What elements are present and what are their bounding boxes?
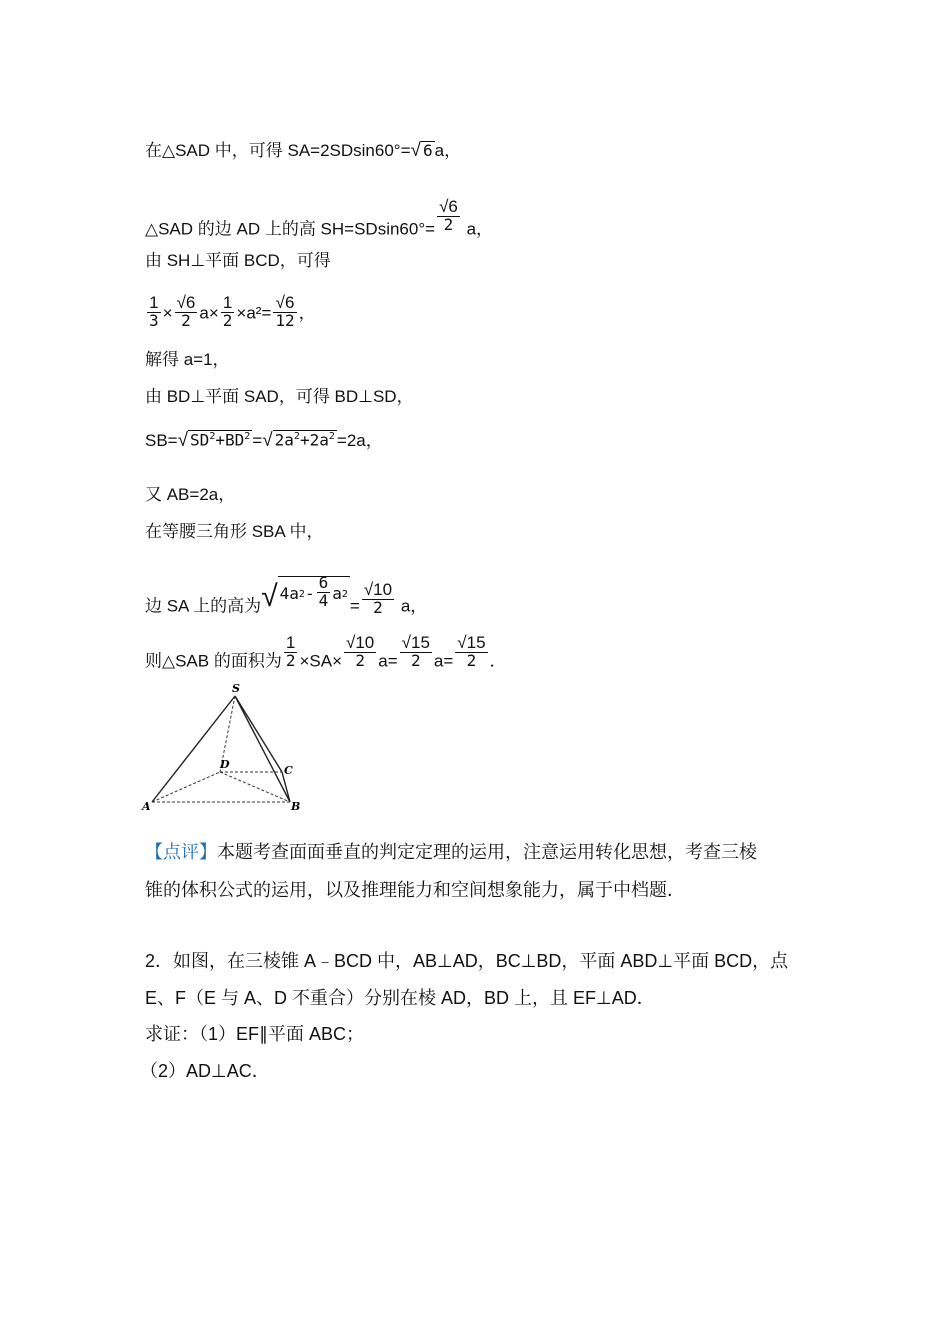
text: 则△SAB 的面积为: [145, 651, 282, 671]
denominator: 3: [149, 310, 159, 330]
pyramid-figure: [140, 680, 315, 815]
text: =: [252, 431, 263, 450]
numerator: 6: [318, 573, 329, 592]
text: a×: [199, 303, 219, 323]
numerator: √6: [176, 293, 196, 312]
text: a=: [433, 651, 454, 671]
numerator: √15: [457, 633, 486, 652]
vertex-label-C: C: [284, 764, 293, 777]
fraction: [284, 634, 298, 670]
text: ×a²=: [236, 303, 272, 323]
numerator: √10: [363, 580, 393, 600]
solution-line-3: 由 SH⊥平面 BCD，可得: [145, 251, 331, 270]
solution-line-2: [145, 197, 494, 248]
text: =2a，: [336, 431, 383, 450]
radicand-part: 4a: [279, 584, 299, 604]
vertex-label-A: A: [142, 800, 151, 813]
problem2-line-2: E、F（E 与 A、D 不重合）分别在棱 AD，BD 上，且 EF⊥AD．: [145, 988, 655, 1008]
fraction: [400, 634, 432, 670]
vertex-label-S: S: [232, 682, 240, 695]
radicand-part: a: [332, 584, 342, 604]
solution-line-1: [145, 140, 461, 162]
fraction: [317, 575, 331, 610]
denominator: 2: [355, 650, 365, 670]
vertex-label-B: B: [291, 800, 301, 813]
denominator: 2: [373, 598, 383, 618]
edge-SC: [235, 696, 282, 772]
text: a=: [378, 651, 398, 671]
denominator: 12: [275, 310, 295, 330]
numerator: √6: [275, 293, 295, 312]
numerator: 1: [285, 633, 296, 652]
text: SB=: [145, 431, 178, 450]
text: ．: [489, 651, 507, 671]
fraction: [175, 294, 198, 330]
text: ×: [162, 303, 173, 323]
radicand: 6: [422, 140, 433, 160]
edge-AD: [152, 772, 220, 802]
sqrt-expression: √ 4a 2 - $\frac{6}{4}$ a 2: [261, 573, 348, 613]
denominator: 2: [466, 650, 477, 670]
comment-tag: 【点评】: [145, 842, 217, 862]
fraction: [344, 634, 376, 670]
fraction: [437, 198, 460, 234]
solution-line-9: 在等腰三角形 SBA 中，: [145, 522, 324, 541]
radicand-part: +2a: [299, 430, 329, 450]
solution-line-4: [145, 293, 316, 332]
text: a，: [434, 141, 462, 160]
sqrt-expression: √ $SD^2+BD^2$: [177, 430, 251, 451]
solution-line-5: 解得 a=1，: [145, 350, 230, 369]
radicand-part: SD: [190, 430, 210, 450]
text: a，: [461, 219, 494, 239]
numerator: √10: [346, 633, 375, 652]
text: =: [349, 596, 360, 616]
problem2-line-3: 求证：（1）EF∥平面 ABC；: [145, 1024, 365, 1044]
solution-line-7: [145, 430, 383, 452]
solution-line-8: 又 AB=2a，: [145, 485, 236, 504]
denominator: 2: [222, 310, 233, 330]
edge-DB: [220, 772, 290, 802]
denominator: 2: [285, 650, 296, 670]
denominator: 2: [443, 214, 454, 234]
denominator: 4: [318, 590, 329, 610]
problem2-line-4: （2）AD⊥AC．: [140, 1061, 270, 1081]
problem2-line-1: 2．如图，在三棱锥 A﹣BCD 中，AB⊥AD，BC⊥BD，平面 ABD⊥平面 BCD，点: [145, 951, 789, 971]
fraction: [221, 294, 235, 330]
numerator: √15: [401, 633, 430, 652]
sqrt-expression: √ 6: [410, 140, 433, 161]
comment-line-1: [145, 834, 757, 870]
solution-line-10: [145, 573, 428, 625]
denominator: 2: [410, 650, 421, 670]
numerator: √6: [439, 197, 458, 216]
denominator: 2: [181, 310, 191, 330]
edge-SA: [152, 696, 235, 802]
radicand-part: +BD: [215, 430, 245, 450]
radicand-part: 2a: [274, 430, 294, 450]
text: a，: [396, 596, 428, 616]
fraction: [273, 294, 296, 330]
edge-SB: [235, 696, 290, 802]
numerator: 1: [149, 293, 159, 312]
sqrt-expression: √ $2a^2+2a^2$: [262, 430, 335, 451]
fraction: [362, 581, 394, 617]
fraction: [455, 634, 487, 670]
fraction: [147, 294, 161, 330]
text: ，: [298, 303, 316, 323]
solution-line-11: [145, 633, 507, 680]
comment-text: 本题考查面面垂直的判定定理的运用，注意运用转化思想，考查三棱: [217, 842, 757, 862]
text: ×SA×: [299, 651, 343, 671]
vertex-label-D: D: [220, 758, 230, 771]
comment-line-2: 锥的体积公式的运用，以及推理能力和空间想象能力，属于中档题．: [145, 880, 685, 900]
text: 边 SA 上的高为: [145, 596, 262, 616]
solution-line-6: 由 BD⊥平面 SAD，可得 BD⊥SD，: [145, 387, 414, 406]
text: 在△SAD 中，可得 SA=2SDsin60°=: [145, 141, 411, 160]
text: △SAD 的边 AD 上的高 SH=SDsin60°=: [145, 219, 436, 239]
numerator: 1: [222, 293, 233, 312]
